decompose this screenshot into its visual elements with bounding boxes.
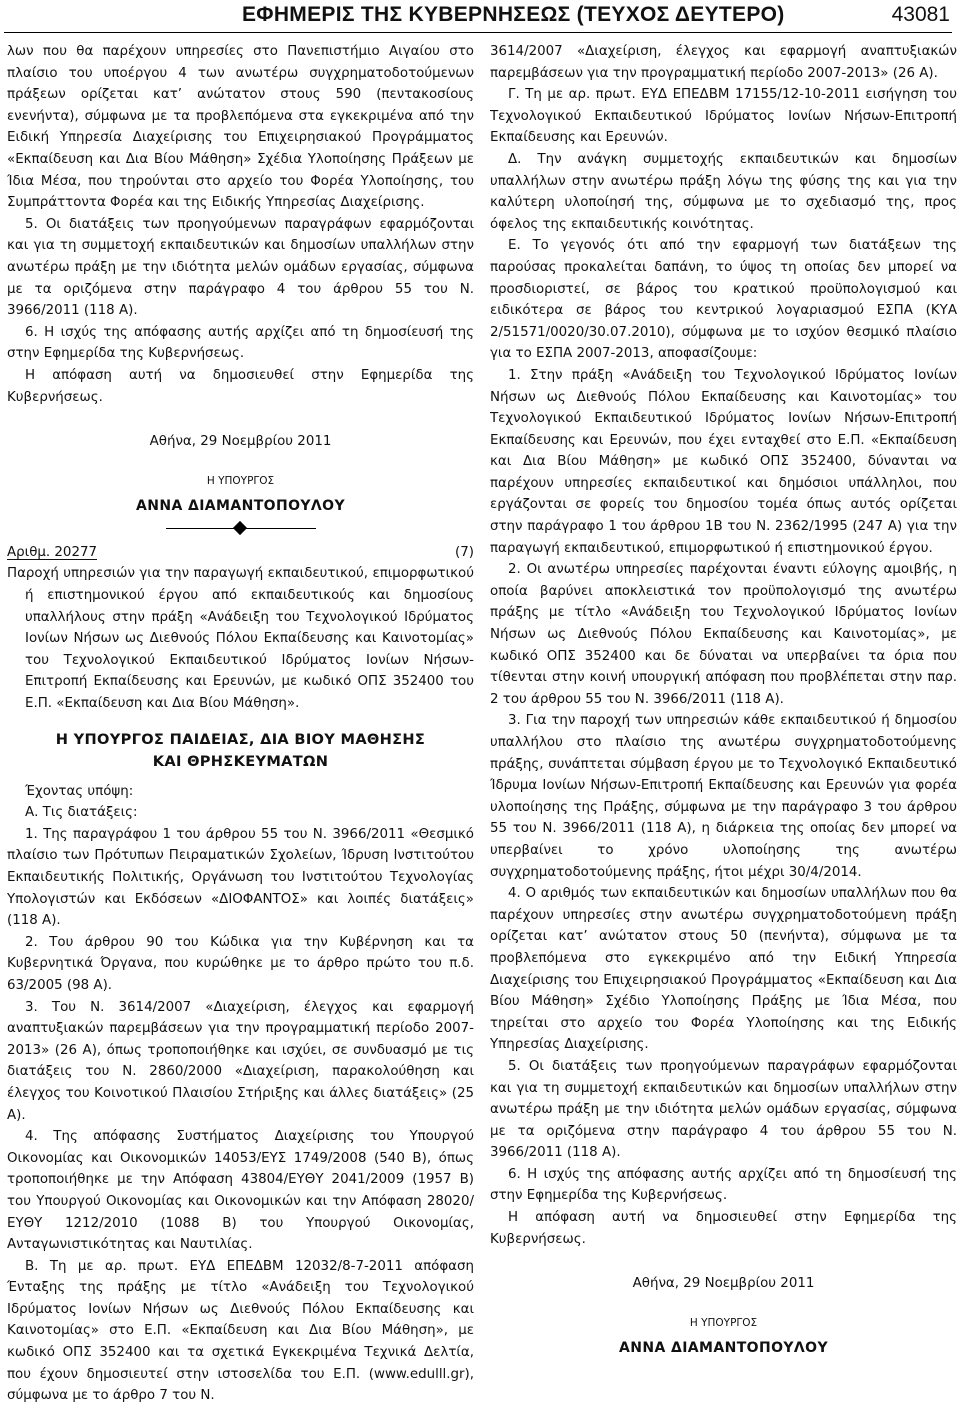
provision-g: Γ. Τη με αρ. πρωτ. ΕΥΔ ΕΠΕΔΒΜ 17155/12-10-2011 εισήγηση του Τεχνολογικού Εκπαιδευτικού Ιδρύματος Ιονίων Νήσων-Επιτροπή Εκπαίδευσης και Ερευνών. bbox=[490, 87, 957, 146]
diamond-ornament-icon bbox=[232, 521, 246, 535]
provision-item-2: 2. Του άρθρου 90 του Κώδικα για την Κυβέρνηση και τα Κυβερνητικά Όργανα, που κυρώθηκε με το άρθρο πρώτο του π.δ. 63/2005 (98 Α). bbox=[7, 934, 474, 993]
paragraph-continuation: λων που θα παρέχουν υπηρεσίες στο Πανεπιστήμιο Αιγαίου στο πλαίσιο του υποέργου 4 των ανωτέρω συγχρηματοδοτούμενων πράξεων ορίζεται κατ’ ανώτατον στους 590 (πεντακοσίους ενενήντα), σύμφωνα με τα προβλεπόμενα στα εγκεκριμένα από την Ειδική Υπηρεσία Διαχείρισης του Επιχειρησιακού Προγράμματος «Εκπαίδευση και Δια Βίου Μάθηση» Σχέδια Υλοποίησης Πράξεων με Ίδια Μέσα, που τηρούνται στο αρχείο του Φορέα Υλοποίησης, του Συμπράττοντα Φορέα και της Ειδικής Υπηρεσίας Διαχείρισης. bbox=[7, 44, 474, 211]
decision-number: Αριθμ. 20277 bbox=[7, 544, 98, 560]
provisions-heading: Α. Τις διατάξεις: bbox=[25, 805, 138, 821]
decision-header bbox=[7, 542, 474, 564]
provision-b: Β. Τη με αρ. πρωτ. ΕΥΔ ΕΠΕΔΒΜ 12032/8-7-2011 απόφαση Ένταξης της πράξης με τίτλο «Ανάδειξη του Τεχνολογικού Ιδρύματος Ιονίων Νήσων ως Διεθνούς Πόλου Εκπαίδευσης και Καινοτομίας» στο Ε.Π. «Εκπαίδευση και Δια Βίου Μάθηση», με κωδικό ΟΠΣ 352400 και τα σχετικά Εγκεκριμένα Τεχνικά Δελτία, που έχουν δημοσιευτεί στην ιστοσελίδα του Ε.Π. (www.edulll.gr), σύμφωνα με το άρθρο 7 του Ν. bbox=[7, 1258, 474, 1404]
publication-order: Η απόφαση αυτή να δημοσιευθεί στην Εφημερίδα της Κυβερνήσεως. bbox=[7, 367, 474, 405]
minister-heading-line-1: Η ΥΠΟΥΡΓΟΣ ΠΑΙΔΕΙΑΣ, ΔΙΑ ΒΙΟΥ ΜΑΘΗΣΗΣ bbox=[55, 730, 426, 748]
minister-heading-line-2: ΚΑΙ ΘΡΗΣΚΕΥΜΑΤΩΝ bbox=[152, 752, 329, 770]
decision-title: Παροχή υπηρεσιών για την παραγωγή εκπαιδευτικού, επιμορφωτικού ή επιστημονικού έργου από εκπαιδευτικούς και δημοσίους υπαλλήλους στην πράξη «Ανάδειξη του Τεχνολογικού Ιδρύματος Ιονίων Νήσων ως Διεθνούς Πόλου Εκπαίδευσης και Καινοτομίας» του Τεχνολογικού Εκπαιδευτικού Ιδρύματος Ιονίων ΝήσωνΕπιτροπή Εκπαίδευσης και Ερευνών, με κωδικό ΟΠΣ 352400 του Ε.Π. «Εκπαίδευση και Δια Βίου Μάθηση». bbox=[7, 566, 474, 712]
paragraph-5: 5. Οι διατάξεις των προηγούμενων παραγράφων εφαρμόζονται και για τη συμμετοχή εκπαιδευτικών και δημοσίων υπαλλήλων στην ανωτέρω πράξη με την ιδιότητα μελών ομάδων εργασίας, σύμφωνα με τα οριζόμενα στην παράγραφο 4 του άρθρου 55 του Ν. 3966/2011 (118 Α). bbox=[7, 216, 474, 319]
gazette-title: ΕΦΗΜΕΡΙΣ ΤΗΣ ΚΥΒΕΡΝΗΣΕΩΣ (ΤΕΥΧΟΣ ΔΕΥΤΕΡΟ) bbox=[242, 3, 785, 26]
place-date: Αθήνα, 29 Νοεμβρίου 2011 bbox=[632, 1276, 815, 1292]
provision-item-1: 1. Της παραγράφου 1 του άρθρου 55 του Ν. 3966/2011 «Θεσμικό πλαίσιο των Πρότυπων Πειραματικών Σχολείων, Ίδρυση Ινστιτούτου Εκπαιδευτικής Πολιτικής, Οργάνωση του Ινστιτούτου Τεχνολογίας Υπολογιστών και Εκδόσεων «ΔΙΟΦΑΝΤΟΣ» και λοιπές διατάξεις» (118 Α). bbox=[7, 826, 474, 929]
decision-item-5: 5. Οι διατάξεις των προηγούμενων παραγράφων εφαρμόζονται και για τη συμμετοχή εκπαιδευτικών και δημοσίων υπαλλήλων στην ανωτέρω πράξη με την ιδιότητα μελών ομάδων εργασίας, σύμφωνα με τα οριζόμενα στην παράγραφο 4 του άρθρου 55 του Ν. 3966/2011 (118 Α). bbox=[490, 1058, 957, 1161]
place-date: Αθήνα, 29 Νοεμβρίου 2011 bbox=[149, 434, 332, 450]
provision-d: Δ. Την ανάγκη συμμετοχής εκπαιδευτικών και δημοσίων υπαλλήλων στην ανωτέρω πράξη λόγω της φύσης της και για την καλύτερη υλοποίησή της, σύμφωνα με το σχεδιασμό της, προς όφελος της εκπαιδευτικής κοινότητας. bbox=[490, 151, 957, 232]
page-header bbox=[4, 0, 952, 33]
decision-item-1: 1. Στην πράξη «Ανάδειξη του Τεχνολογικού Ιδρύματος Ιονίων Νήσων ως Διεθνούς Πόλου Εκπαίδευσης και Καινοτομίας» του Τεχνολογικού Εκπαιδευτικού Ιδρύματος Ιονίων Νήσων-Επιτροπή Εκπαίδευσης και Ερευνών, που έχει ενταχθεί στο Ε.Π. «Εκπαίδευση και Δια Βίου Μάθηση» με κωδικό ΟΠΣ 352400, δύνανται να παρέχουν υπηρεσίες εκπαιδευτικοί και δημόσιοι υπάλληλοι, που εργάζονται σε φορείς του δημοσίου τομέα όπως αυτός ορίζεται στην παράγραφο 1 του άρθρου 1Β του Ν. 2362/1995 (247 Α) για την παραγωγή εκπαιδευτικού, επιμορφωτικού ή επιστημονικού έργου. bbox=[490, 367, 957, 556]
page-number: 43081 bbox=[891, 3, 950, 26]
signer-role: Η ΥΠΟΥΡΓΟΣ bbox=[689, 1316, 758, 1329]
signer-name: ΑΝΝΑ ΔΙΑΜΑΝΤΟΠΟΥΛΟΥ bbox=[618, 1340, 829, 1357]
publication-order: Η απόφαση αυτή να δημοσιευθεί στην Εφημερίδα της Κυβερνήσεως. bbox=[490, 1210, 957, 1247]
provision-e: Ε. Το γεγονός ότι από την εφαρμογή των διατάξεων της παρούσας προκαλείται δαπάνη, το ύψος τη οποίας δεν μπορεί να προσδιοριστεί, σε βάρος του κρατικού προϋπολογισμού και ειδικότερα σε βάρος του κεντρικού λογαριασμού ΕΣΠΑ (ΚΥΑ 2/51571/0020/30.07.2010), σύμφωνα με το ισχύον θεσμικό πλαίσιο για το ΕΣΠΑ 2007-2013, αποφασίζουμε: bbox=[490, 238, 957, 362]
minister-heading bbox=[7, 729, 474, 773]
provision-item-3: 3. Του Ν. 3614/2007 «Διαχείριση, έλεγχος και εφαρμογή αναπτυξιακών παρεμβάσεων για την προγραμματική περίοδο 2007-2013» (26 Α), όπως τροποποιήθηκε και ισχύει, σε συνδυασμό με τις διατάξεις του Ν. 2860/2000 «Διαχείριση, παρακολούθηση και έλεγχος του Κοινοτικού Πλαισίου Στήριξης και άλλες διατάξεις» (25 Α). bbox=[7, 999, 474, 1123]
section-separator bbox=[166, 522, 316, 536]
signer-role: Η ΥΠΟΥΡΓΟΣ bbox=[206, 474, 275, 487]
left-column bbox=[7, 41, 474, 1407]
decision-sequence: (7) bbox=[455, 544, 474, 560]
paragraph-continuation: 3614/2007 «Διαχείριση, έλεγχος και εφαρμογή αναπτυξιακών παρεμβάσεων για την προγραμματική περίοδο 2007-2013» (26 Α). bbox=[490, 44, 957, 81]
having-regard: Έχοντας υπόψη: bbox=[25, 783, 134, 799]
decision-item-3: 3. Για την παροχή των υπηρεσιών κάθε εκπαιδευτικού ή δημοσίου υπαλλήλου στο πλαίσιο της ανωτέρω συγχρηματοδοτούμενης πράξης, συνάπτεται σύμβαση έργου με το Τεχνολογικό Εκπαιδευτικό Ίδρυμα Ιονίων Νήσων-Επιτροπή Εκπαίδευσης και Ερευνών για φορέα υλοποίησης της Πράξης, σύμφωνα με την παράγραφο 3 του άρθρου 55 του Ν. 3966/2011 (118 Α), η διάρκεια της οποίας δεν μπορεί να υπερβαίνει το χρόνο υλοποίησης της ανωτέρω συγχρηματοδοτούμενης πράξης, ήτοι μέχρι 30/4/2014. bbox=[490, 713, 957, 880]
decision-item-6: 6. Η ισχύς της απόφασης αυτής αρχίζει από τη δημοσίευσή της στην Εφημερίδα της Κυβερνήσεως. bbox=[490, 1166, 957, 1204]
paragraph-6: 6. Η ισχύς της απόφασης αυτής αρχίζει από τη δημοσίευσή της στην Εφημερίδα της Κυβερνήσεως. bbox=[7, 324, 474, 362]
provision-item-4: 4. Της απόφασης Συστήματος Διαχείρισης του Υπουργού Οικονομίας και Οικονομικών 14053/ΕΥΣ 1749/2008 (540 Β), όπως τροποποιήθηκε με την Απόφαση 43804/ΕΥΘΥ 2041/2009 (1957 Β) του Υπουργού Οικονομίας και Οικονομικών και την Απόφαση 28020/ΕΥΘΥ 1212/2010 (1088 Β) του Υπουργού Οικονομίας, Ανταγωνιστικότητας και Ναυτιλίας. bbox=[7, 1129, 474, 1253]
decision-item-4: 4. Ο αριθμός των εκπαιδευτικών και δημοσίων υπαλλήλων που θα παρέχουν υπηρεσίες στην ανωτέρω συγχρηματοδοτούμενη πράξη ορίζεται κατ’ ανώτατον στους 50 (πενήντα), σύμφωνα με τα προβλεπόμενα στο εγκεκριμένο από την Ειδική Υπηρεσία Διαχείρισης του Επιχειρησιακού Προγράμματος «Εκπαίδευση και Δια Βίου Μάθηση» Σχέδιο Υλοποίησης Πράξης με Ίδια Μέσα, που τηρείται στο αρχείο του Φορέα Υλοποίησης και της Ειδικής Υπηρεσίας Διαχείρισης. bbox=[490, 886, 957, 1053]
decision-item-2: 2. Οι ανωτέρω υπηρεσίες παρέχονται έναντι εύλογης αμοιβής, η οποία βαρύνει αποκλειστικά τον προϋπολογισμό της ανωτέρω πράξης με τίτλο «Ανάδειξη του Τεχνολογικού Ιδρύματος Ιονίων Νήσων ως Διεθνούς Πόλου Εκπαίδευσης και Καινοτομίας», με κωδικό ΟΠΣ 352400 και δε δύναται να υπερβαίνει τα όρια που τίθενται στην κοινή υπουργική απόφαση που προβλέπεται στην παρ. 2 του άρθρου 55 του Ν. 3966/2011 (118 Α). bbox=[490, 562, 957, 707]
signer-name: ΑΝΝΑ ΔΙΑΜΑΝΤΟΠΟΥΛΟΥ bbox=[135, 498, 346, 515]
right-column bbox=[490, 41, 957, 1360]
